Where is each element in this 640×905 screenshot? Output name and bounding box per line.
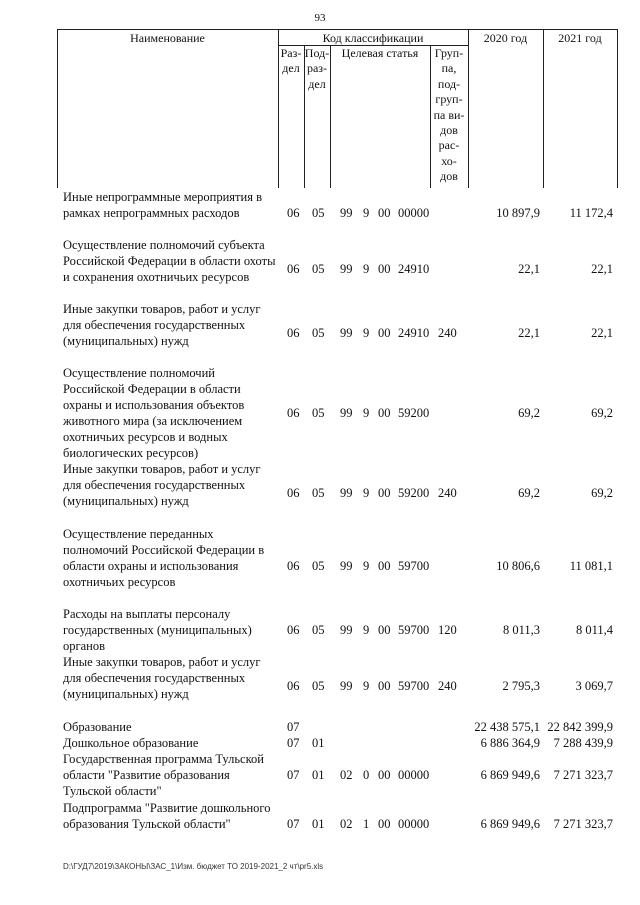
row-razdel: 06 (287, 679, 300, 693)
row-value-2021: 7 271 323,7 (553, 768, 613, 782)
row-name: Расходы на выплаты персоналу государственных (муниципальных) органов (63, 607, 252, 653)
row-target-4: 00000 (398, 768, 430, 782)
row-razdel: 07 (287, 817, 300, 831)
header-vid: Груп- па, под- груп- па ви- дов рас- хо- дов (433, 46, 465, 184)
row-value-2020: 6 886 364,9 (480, 736, 540, 750)
row-razdel: 06 (287, 326, 300, 340)
row-name: Иные закупки товаров, работ и услуг для обеспечения государственных (муниципальных) нужд (63, 655, 261, 701)
row-podrazdel: 01 (312, 768, 325, 782)
table-header (57, 29, 617, 188)
row-target-3: 00 (378, 206, 391, 220)
row-razdel: 06 (287, 262, 300, 276)
header-2021: 2021 год (558, 31, 602, 45)
row-razdel: 07 (287, 736, 300, 750)
row-target-1: 02 (340, 768, 353, 782)
row-target-3: 00 (378, 326, 391, 340)
row-target-1: 99 (340, 206, 353, 220)
row-target-1: 99 (340, 623, 353, 637)
row-value-2021: 8 011,4 (575, 623, 613, 637)
row-target-4: 00000 (398, 206, 430, 220)
row-target-4: 00000 (398, 817, 430, 831)
row-vid: 240 (438, 486, 457, 500)
row-podrazdel: 01 (312, 736, 325, 750)
row-target-1: 99 (340, 679, 353, 693)
row-value-2021: 7 288 439,9 (553, 736, 613, 750)
header-target: Целевая статья (341, 46, 419, 60)
row-value-2020: 69,2 (518, 406, 540, 420)
row-target-1: 99 (340, 559, 353, 573)
row-target-4: 24910 (398, 326, 430, 340)
row-target-3: 00 (378, 817, 391, 831)
row-value-2020: 10 806,6 (496, 559, 540, 573)
row-name: Иные закупки товаров, работ и услуг для обеспечения государственных (муниципальных) нужд (63, 302, 261, 348)
row-podrazdel: 05 (312, 679, 325, 693)
row-podrazdel: 01 (312, 817, 325, 831)
row-value-2021: 69,2 (591, 406, 613, 420)
row-name: Осуществление полномочий Российской Федерации в области охраны и использования объектов животного мира (за исключением охотничьих ресурсов и водных биологических ресурсов) (63, 366, 245, 460)
row-razdel: 06 (287, 406, 300, 420)
row-podrazdel: 05 (312, 486, 325, 500)
row-value-2020: 69,2 (518, 486, 540, 500)
header-name: Наименование (130, 31, 205, 45)
row-podrazdel: 05 (312, 206, 325, 220)
row-value-2021: 11 172,4 (569, 206, 613, 220)
row-name: Дошкольное образование (63, 736, 199, 750)
row-target-1: 99 (340, 486, 353, 500)
row-target-2: 9 (363, 406, 370, 420)
file-path-footer: D:\ГУД7\2019\ЗАКОНЫ\ЗАС_1\Изм. бюджет ТО 2019-2021_2 чт\pr5.xls (63, 862, 324, 871)
row-name: Иные закупки товаров, работ и услуг для обеспечения государственных (муниципальных) нужд (63, 462, 261, 508)
row-vid: 240 (438, 326, 457, 340)
header-2020: 2020 год (483, 31, 528, 45)
row-name: Осуществление полномочий субъекта Российской Федерации в области охоты и сохранения охотничьих ресурсов (63, 238, 276, 284)
row-target-2: 9 (363, 262, 370, 276)
row-target-1: 99 (340, 406, 353, 420)
row-value-2021: 22 842 399,9 (547, 720, 613, 734)
row-value-2020: 22 438 575,1 (474, 720, 540, 734)
row-name: Осуществление переданных полномочий Российской Федерации в области охраны и использования охотничьих ресурсов (63, 527, 265, 589)
row-target-3: 00 (378, 486, 391, 500)
row-value-2021: 22,1 (591, 326, 613, 340)
row-target-3: 00 (378, 559, 391, 573)
row-target-3: 00 (378, 262, 391, 276)
row-target-4: 24910 (398, 262, 430, 276)
row-podrazdel: 05 (312, 262, 325, 276)
header-podrazdel: Под- раз- дел (304, 46, 330, 91)
row-value-2020: 22,1 (518, 262, 540, 276)
row-target-4: 59700 (398, 559, 430, 573)
row-value-2021: 69,2 (591, 486, 613, 500)
row-target-2: 1 (363, 817, 370, 831)
row-target-1: 99 (340, 262, 353, 276)
row-target-4: 59200 (398, 486, 430, 500)
row-name: Образование (63, 720, 132, 734)
row-target-1: 02 (340, 817, 353, 831)
row-vid: 120 (438, 623, 457, 637)
row-target-3: 00 (378, 406, 391, 420)
row-value-2020: 10 897,9 (496, 206, 540, 220)
row-value-2021: 22,1 (591, 262, 613, 276)
header-code-group: Код классификации (322, 31, 424, 45)
row-razdel: 07 (287, 768, 300, 782)
row-razdel: 06 (287, 623, 300, 637)
row-target-3: 00 (378, 768, 391, 782)
row-value-2021: 7 271 323,7 (553, 817, 613, 831)
row-value-2021: 11 081,1 (569, 559, 613, 573)
row-vid: 240 (438, 679, 457, 693)
row-value-2020: 6 869 949,6 (480, 817, 540, 831)
row-podrazdel: 05 (312, 406, 325, 420)
row-razdel: 06 (287, 206, 300, 220)
row-target-1: 99 (340, 326, 353, 340)
row-target-3: 00 (378, 623, 391, 637)
row-target-2: 9 (363, 486, 370, 500)
row-podrazdel: 05 (312, 559, 325, 573)
row-razdel: 07 (287, 720, 300, 734)
row-value-2020: 2 795,3 (502, 679, 540, 693)
row-value-2020: 8 011,3 (502, 623, 540, 637)
row-target-2: 9 (363, 623, 370, 637)
row-value-2020: 6 869 949,6 (480, 768, 540, 782)
row-target-3: 00 (378, 679, 391, 693)
row-target-4: 59700 (398, 623, 430, 637)
row-target-2: 0 (363, 768, 370, 782)
row-name: Иные непрограммные мероприятия в рамках непрограммных расходов (63, 190, 262, 220)
row-target-4: 59700 (398, 679, 430, 693)
row-name: Государственная программа Тульской области "Развитие образования Тульской области" (63, 752, 264, 798)
page-number: 93 (314, 12, 326, 24)
row-target-4: 59200 (398, 406, 430, 420)
row-value-2021: 3 069,7 (575, 679, 613, 693)
row-name: Подпрограмма "Развитие дошкольного образования Тульской области" (63, 801, 271, 831)
row-razdel: 06 (287, 559, 300, 573)
row-target-2: 9 (363, 326, 370, 340)
header-razdel: Раз- дел (280, 46, 302, 76)
row-target-2: 9 (363, 206, 370, 220)
row-target-2: 9 (363, 559, 370, 573)
row-value-2020: 22,1 (518, 326, 540, 340)
row-target-2: 9 (363, 679, 370, 693)
row-podrazdel: 05 (312, 623, 325, 637)
row-podrazdel: 05 (312, 326, 325, 340)
row-razdel: 06 (287, 486, 300, 500)
